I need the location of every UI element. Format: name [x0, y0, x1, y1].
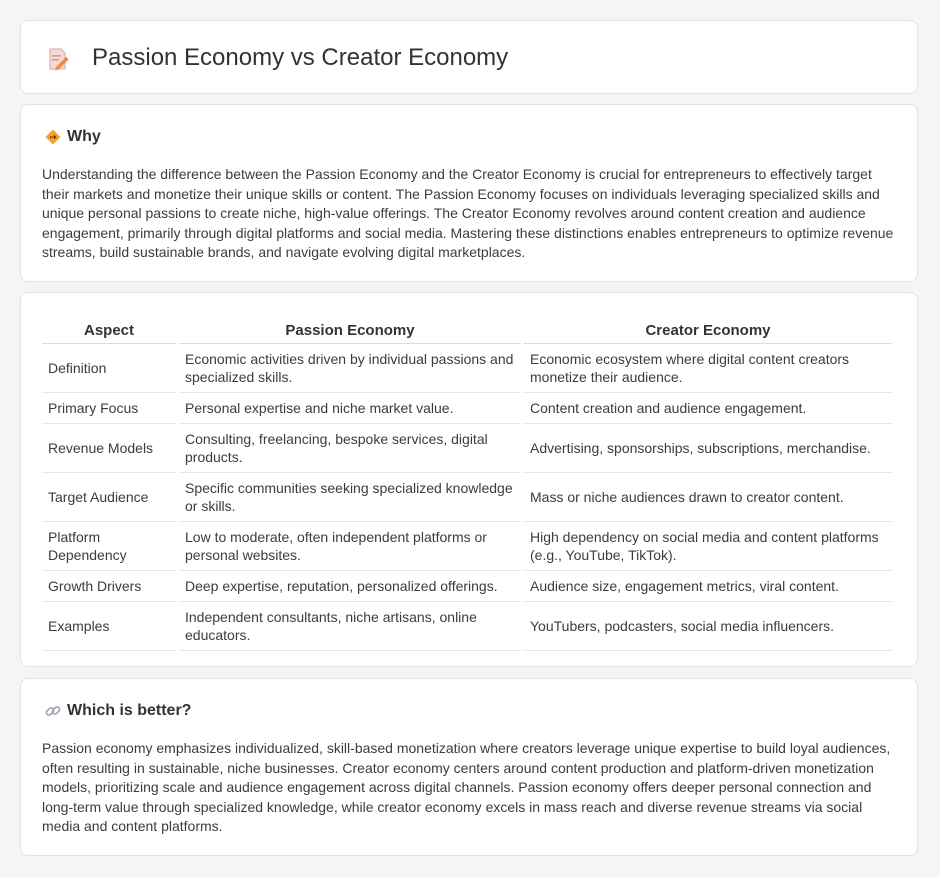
header-card: [20, 20, 918, 94]
cell-passion: Consulting, freelancing, bespoke services, digital products.: [179, 424, 521, 473]
cell-creator: Content creation and audience engagement.: [524, 393, 892, 424]
column-header-creator-economy: Creator Economy: [524, 313, 892, 344]
why-heading: Why: [67, 128, 101, 145]
table-header-row: [42, 313, 892, 344]
cell-passion: Low to moderate, often independent platforms or personal websites.: [179, 522, 521, 571]
cell-creator: Economic ecosystem where digital content creators monetize their audience.: [524, 344, 892, 393]
table-row: [42, 393, 892, 424]
cell-aspect: Definition: [42, 344, 176, 393]
better-heading: Which is better?: [67, 702, 192, 719]
cell-aspect: Target Audience: [42, 473, 176, 522]
page-title: Passion Economy vs Creator Economy: [92, 44, 509, 71]
cell-creator: High dependency on social media and content platforms (e.g., YouTube, TikTok).: [524, 522, 892, 571]
table-row: [42, 522, 892, 571]
cell-aspect: Examples: [42, 602, 176, 651]
why-text: Understanding the difference between the Passion Economy and the Creator Economy is crucial for entrepreneurs to effectively target their markets and monetize their unique skills or content. The Passion Economy focuses on individuals leveraging specialized skills and unique personal passions to create niche, high-value offerings. The Creator Economy revolves around content creation and audience engagement, primarily through digital platforms and social media. Mastering these distinctions enables entrepreneurs to optimize revenue streams, build sustainable brands, and navigate evolving digital marketplaces.: [42, 166, 894, 261]
column-header-passion-economy: Passion Economy: [179, 313, 521, 344]
cell-aspect: Revenue Models: [42, 424, 176, 473]
cell-passion: Economic activities driven by individual passions and specialized skills.: [179, 344, 521, 393]
cell-creator: Mass or niche audiences drawn to creator content.: [524, 473, 892, 522]
cell-creator: YouTubers, podcasters, social media influencers.: [524, 602, 892, 651]
table-row: [42, 424, 892, 473]
diamond-sign-icon: [45, 129, 61, 145]
which-is-better-section: [20, 678, 918, 856]
why-section: [20, 104, 918, 282]
better-heading-row: [45, 701, 191, 721]
comparison-section: [20, 292, 918, 667]
why-heading-row: [45, 127, 101, 147]
document-pencil-icon: [47, 47, 69, 71]
cell-creator: Audience size, engagement metrics, viral content.: [524, 571, 892, 602]
table-row: [42, 473, 892, 522]
better-text: Passion economy emphasizes individualized, skill-based monetization where creators leverage unique expertise to build loyal audiences, often resulting in sustainable, niche businesses. Creator economy centers around content production and platform-driven monetization models, prioritizing scale and audience engagement across digital channels. Passion economy offers deeper personal connection and long-term value through specialized knowledge, while creator economy excels in mass reach and diverse revenue streams via social media and content platforms.: [42, 740, 891, 835]
table-row: [42, 602, 892, 651]
column-header-aspect: Aspect: [42, 313, 176, 344]
cell-aspect: Growth Drivers: [42, 571, 176, 602]
cell-passion: Independent consultants, niche artisans, online educators.: [179, 602, 521, 651]
cell-passion: Deep expertise, reputation, personalized offerings.: [179, 571, 521, 602]
cell-aspect: Platform Dependency: [42, 522, 176, 571]
cell-aspect: Primary Focus: [42, 393, 176, 424]
cell-passion: Specific communities seeking specialized knowledge or skills.: [179, 473, 521, 522]
cell-creator: Advertising, sponsorships, subscriptions, merchandise.: [524, 424, 892, 473]
table-row: [42, 344, 892, 393]
table-row: [42, 571, 892, 602]
link-icon: [45, 703, 61, 719]
cell-passion: Personal expertise and niche market value.: [179, 393, 521, 424]
comparison-table: [39, 313, 895, 651]
